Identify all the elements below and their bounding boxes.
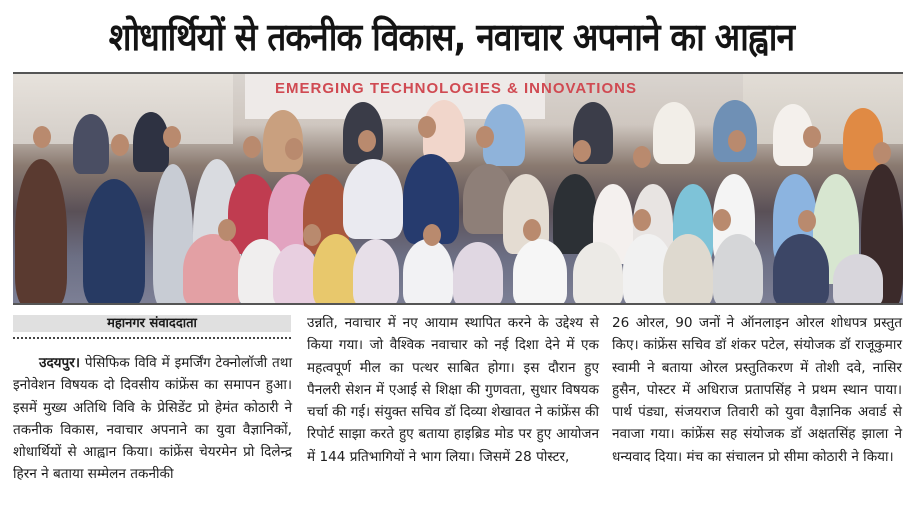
article-column-1 — [13, 352, 292, 486]
group-photo — [13, 72, 903, 305]
column-1-text: पेसिफिक विवि में इमर्जिंग टेक्नोलॉजी तथा इनोवेशन विषयक दो दिवसीय कांफ्रेंस का समापन हुआ। इसमें मुख्य अतिथि विवि के प्रेसिडेंट प्रो हेमंत कोठारी ने तकनीक विकास, नवाचार अपनाने का युवा वैज्ञानिकों, शोधार्थियों से आह्वान किया। कांफ्रेंस चेयरमेन प्रो दिलेन्द्र हिरन ने बताया सम्मेलन तकनीकी — [13, 355, 292, 483]
photo-banner-text: EMERGING TECHNOLOGIES & INNOVATIONS — [275, 80, 637, 97]
headline: शोधार्थियों से तकनीक विकास, नवाचार अपनाने का आह्वान — [108, 15, 795, 59]
article-column-3 — [612, 312, 902, 468]
photo-crowd — [13, 74, 903, 303]
article-column-2 — [307, 312, 599, 468]
article-paragraph-1 — [13, 352, 292, 486]
byline: महानगर संवाददाता — [13, 315, 291, 332]
byline-divider — [13, 337, 291, 339]
column-3-text: 26 ओरल, 90 जनों ने ऑनलाइन ओरल शोधपत्र प्रस्तुत किए। कांफ्रेंस सचिव डॉ शंकर पटेल, संयोजक डॉ राजूकुमार स्वामी ने बताया ओरल प्रस्तुतिकरण में तोशी दवे, नासिर हुसैन, पोस्टर में अधिराज प्रतापसिंह ने प्रथम स्थान पाया। पार्थ पंड्या, संजयराज तिवारी को युवा वैज्ञानिक अवार्ड से नवाजा गया। कांफ्रेंस सह संयोजक डॉ अक्षतसिंह झाला ने धन्यवाद दिया। मंच का संचालन प्रो सीमा कोठारी ने किया। — [612, 315, 902, 465]
column-2-text: उन्नति, नवाचार में नए आयाम स्थापित करने के उद्देश्य से किया गया। जो वैश्विक नवाचार को नई दिशा देने में एक महत्वपूर्ण मील का पत्थर साबित होगा। इस दौरान हुए पैनलरी सेशन में एआई से शिक्षा की गुणवता, सुधार विषयक चर्चा की गई। संयुक्त सचिव डॉ दिव्या शेखावत ने कांफ्रेंस की रिपोर्ट साझा करते हुए बताया हाइब्रिड मोड पर हुए आयोजन में 144 प्रतिभागियों ने भाग लिया। जिसमें 28 पोस्टर, — [307, 315, 599, 465]
dateline: उदयपुर। — [39, 355, 80, 371]
